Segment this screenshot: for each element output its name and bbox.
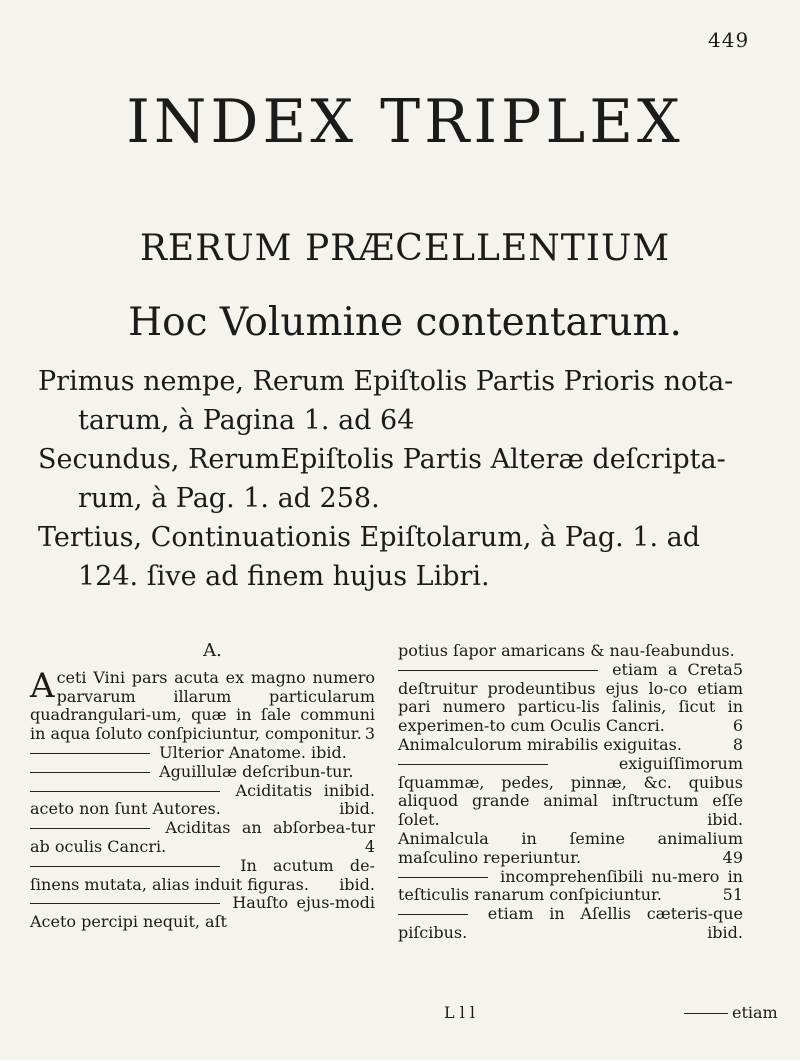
entry-page-ref: ibid. bbox=[339, 799, 375, 819]
ditto-dash bbox=[684, 1013, 728, 1014]
index-entry bbox=[30, 782, 375, 820]
index-entry bbox=[398, 661, 743, 736]
entry-page-ref: ibid. bbox=[707, 922, 743, 942]
entry-text: etiam in Aſellis cæteris-que piſcibus. bbox=[398, 904, 743, 942]
intro-line-1: Primus nempe, Rerum Epiſtolis Partis Prioris nota-tarum, à Pagina 1. ad 64 bbox=[38, 366, 734, 436]
entry-page-ref: ibid. bbox=[707, 810, 743, 830]
section-letter: A. bbox=[203, 640, 222, 661]
index-intro bbox=[38, 362, 768, 596]
page-subtitle-secondary: Hoc Volumine contentarum. bbox=[128, 300, 682, 345]
entry-text: Aciditatis in aceto non ſunt Autores. bbox=[30, 780, 340, 819]
entry-text: Hauſto ejus-modi Aceto percipi nequit, aſt bbox=[30, 893, 375, 932]
index-entry bbox=[398, 830, 743, 868]
signature-mark: L l l bbox=[444, 1003, 476, 1022]
index-column-right bbox=[398, 642, 743, 943]
drop-capital: A bbox=[30, 665, 55, 706]
catchword bbox=[684, 1003, 778, 1022]
ditto-dash bbox=[30, 791, 220, 792]
entry-page-ref: 8 bbox=[732, 734, 743, 754]
ditto-dash bbox=[30, 903, 220, 904]
entry-text: Ulterior Anatome. bbox=[159, 742, 306, 762]
entry-text: ceti Vini pars acuta ex magno numero parvarum illarum particularum quadrangulari-um, quæ in ſale communi in aqua ſoluto conſpiciuntur, componitur. bbox=[30, 667, 375, 744]
entry-text: Animalcula in ſemine animalium maſculino reperiuntur. bbox=[398, 828, 743, 867]
entry-page-ref: ibid. bbox=[311, 742, 347, 762]
ditto-dash bbox=[30, 866, 220, 867]
page-title: INDEX TRIPLEX bbox=[126, 87, 684, 157]
entry-page-ref: ibid. bbox=[339, 780, 375, 800]
index-entry bbox=[398, 868, 743, 906]
entry-page-ref: 5 bbox=[732, 659, 743, 679]
index-entry bbox=[30, 894, 375, 932]
index-entry bbox=[30, 819, 375, 857]
entry-text: In acutum de-ſinens mutata, alias induit figuras. bbox=[30, 855, 375, 894]
ditto-dash bbox=[398, 670, 598, 671]
ditto-dash bbox=[398, 764, 548, 765]
entry-page-ref: 51 bbox=[722, 885, 743, 905]
entry-text: Aciditas an abſorbea-tur ab oculis Cancri. bbox=[30, 818, 375, 856]
index-entry bbox=[398, 905, 743, 943]
intro-line-2: Secundus, RerumEpiſtolis Partis Alteræ deſcripta-rum, à Pag. 1. ad 258. bbox=[38, 444, 726, 514]
catchword-text: etiam bbox=[732, 1003, 778, 1022]
ditto-dash bbox=[30, 828, 150, 829]
ditto-dash bbox=[398, 877, 488, 878]
index-column-left bbox=[30, 642, 375, 932]
entry-text: Animalculorum mirabilis exiguitas. bbox=[398, 734, 682, 754]
index-entry bbox=[398, 755, 743, 830]
entry-text: Aguillulæ deſcribun-tur. bbox=[159, 761, 354, 781]
index-entry bbox=[398, 641, 743, 679]
entry-page-ref: 4 bbox=[364, 836, 375, 856]
entry-text: incomprehenſibili nu-mero in teſticulis ranarum conſpiciuntur. bbox=[398, 866, 743, 905]
ditto-dash bbox=[30, 753, 150, 754]
index-entry bbox=[30, 857, 375, 895]
entry-page-ref: ibid. bbox=[339, 874, 375, 894]
index-entry bbox=[30, 744, 375, 763]
page-number: 449 bbox=[708, 28, 750, 52]
ditto-dash bbox=[30, 772, 150, 773]
entry-text: exiguiſſimorum ſquammæ, pedes, pinnæ, &c. quibus aliquod grande animal inſtructum eſſe ſolet. bbox=[398, 753, 743, 830]
index-entry bbox=[30, 665, 375, 744]
ditto-dash bbox=[398, 914, 468, 915]
entry-page-ref: 6 bbox=[732, 716, 743, 736]
entry-page-ref: 3 bbox=[364, 724, 375, 744]
intro-line-3: Tertius, Continuationis Epiſtolarum, à Pag. 1. ad 124. ſive ad finem hujus Libri. bbox=[38, 522, 700, 592]
page-subtitle: RERUM PRÆCELLENTIUM bbox=[139, 228, 671, 269]
entry-text: etiam a Creta deſtruitur prodeuntibus ejus lo-co etiam pari numero particu-lis ſalinis, ſicut in experimen-to cum Oculis Cancri. bbox=[398, 659, 743, 736]
entry-page-ref: 49 bbox=[722, 847, 743, 867]
entry-text: potius ſapor amaricans & nau-ſeabundus. bbox=[398, 641, 735, 660]
index-entry bbox=[398, 736, 743, 755]
